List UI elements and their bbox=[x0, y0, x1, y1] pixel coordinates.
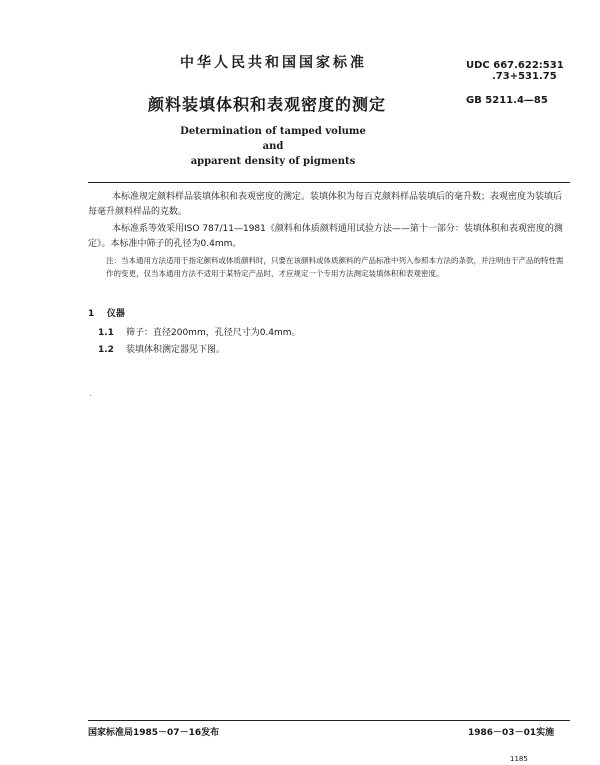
bottom-divider bbox=[88, 720, 570, 721]
section-1-title: 仪器 bbox=[106, 309, 125, 319]
section-1-heading bbox=[88, 306, 125, 319]
top-divider bbox=[88, 182, 570, 183]
page-number: 1185 bbox=[510, 755, 528, 763]
list-item bbox=[98, 325, 301, 338]
national-standard-heading: 中华人民共和国国家标准 bbox=[180, 55, 367, 71]
item-text: 装填体积测定器见下图。 bbox=[126, 345, 226, 355]
udc-code bbox=[466, 60, 564, 82]
gb-number: GB 5211.4—85 bbox=[466, 95, 548, 106]
title-english-line-1: Determination of tamped volume and bbox=[180, 126, 366, 152]
document-title-chinese: 颜料装填体积和表观密度的测定 bbox=[148, 95, 387, 114]
note-paragraph: 注：当本通用方法适用于指定颜料或体质颜料时，只要在该颜料或体质颜料的产品标准中列入参照本方法的条款，并注明由于产品的特性需作的变更，仅当本通用方法不适用于某特定产品时，才应规定一个专用方法测定装填体积和表观密度。 bbox=[106, 256, 564, 278]
item-number: 1.1 bbox=[98, 328, 114, 338]
udc-line-1: UDC 667.622:531 bbox=[466, 60, 564, 71]
equivalence-paragraph: 本标准系等效采用ISO 787/11—1981《颜料和体质颜料通用试验方法——第十一部分：装填体积和表观密度的测定》。本标准中筛子的孔径为0.4mm。 bbox=[88, 224, 563, 249]
udc-line-2: .73+531.75 bbox=[492, 71, 557, 82]
issued-date: 国家标准局1985－07－16发布 bbox=[88, 728, 220, 738]
item-text: 筛子：直径200mm，孔径尺寸为0.4mm。 bbox=[126, 328, 301, 338]
intro-paragraph: 本标准规定颜料样品装填体积和表观密度的测定。装填体积为每百克颜料样品装填后的毫升数；表观密度为装填后每毫升颜料样品的克数。 bbox=[88, 192, 563, 217]
section-1-number: 1 bbox=[88, 309, 95, 319]
document-title-english bbox=[173, 124, 373, 169]
scan-speck bbox=[90, 395, 91, 396]
item-number: 1.2 bbox=[98, 345, 114, 355]
list-item bbox=[98, 342, 225, 355]
implementation-date: 1986－03－01实施 bbox=[468, 728, 555, 738]
title-english-line-2: apparent density of pigments bbox=[190, 156, 356, 167]
